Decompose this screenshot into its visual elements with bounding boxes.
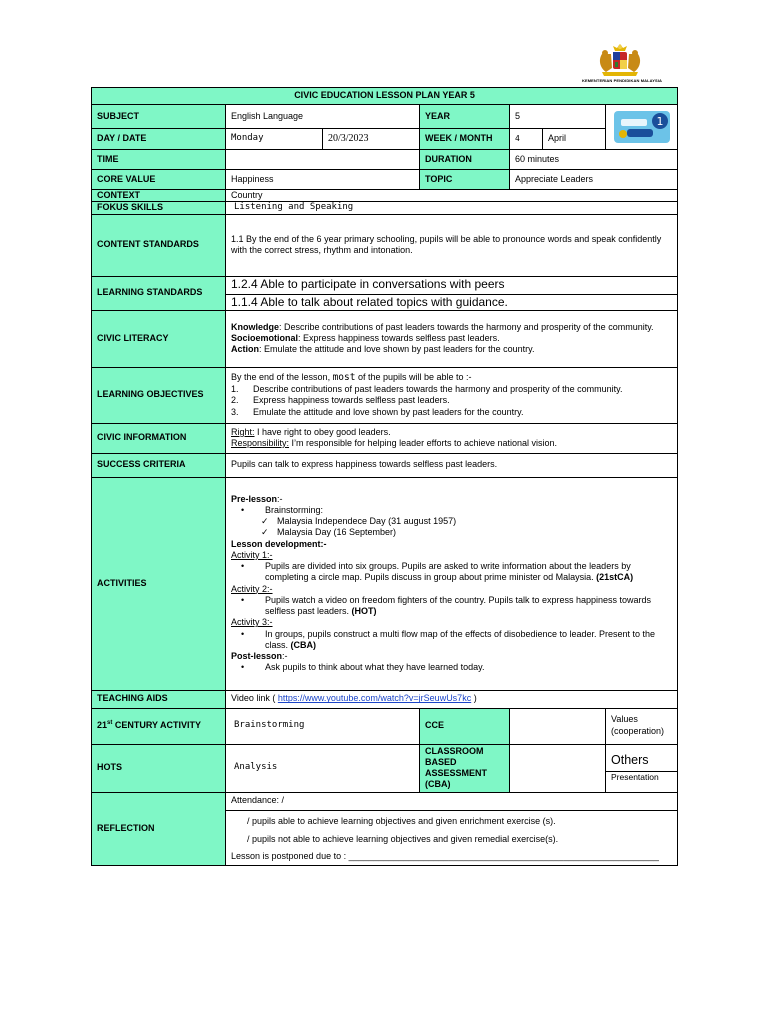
hots-value: Analysis: [226, 744, 420, 792]
context-row: [92, 190, 678, 202]
activities-cell: [226, 477, 678, 690]
success-criteria-label: SUCCESS CRITERIA: [92, 453, 226, 477]
teaching-aids-prefix: Video link (: [231, 693, 278, 704]
day-value: Monday: [226, 129, 323, 150]
core-value-label: CORE VALUE: [92, 170, 226, 190]
activity-1-text: Pupils are divided into six groups. Pupils are asked to write information about the leaders by completing a circle map. Pupils discuss in group about prime minister od Malaysia.: [265, 561, 631, 583]
content-standards-label: CONTENT STANDARDS: [92, 214, 226, 276]
core-value-row: [92, 170, 678, 190]
plan-title: CIVIC EDUCATION LESSON PLAN YEAR 5: [92, 88, 678, 105]
reflection-line-1: / pupils able to achieve learning objectives and given enrichment exercise (s).: [247, 815, 556, 826]
civic-information-row: [92, 423, 678, 453]
reflection-label: REFLECTION: [92, 792, 226, 865]
activities-row: [92, 477, 678, 690]
century-suffix: st: [107, 720, 113, 727]
activity-3-item: [253, 629, 672, 652]
century-text: CENTURY ACTIVITY: [112, 720, 202, 731]
reflection-line-2: / pupils not able to achieve learning objectives and given remedial exercise(s).: [247, 834, 559, 844]
civic-information-label: CIVIC INFORMATION: [92, 423, 226, 453]
objectives-intro: [231, 372, 672, 384]
socioemotional-line: [231, 333, 672, 344]
svg-text:1: 1: [656, 115, 664, 128]
reflection-cell: [226, 792, 678, 865]
learning-standard-2: 1.1.4 Able to talk about related topics with guidance.: [231, 294, 508, 309]
year-value: 5: [510, 105, 606, 129]
duration-label: DURATION: [420, 150, 510, 170]
teaching-aids-suffix: ): [471, 693, 477, 704]
action-label: Action: [231, 344, 259, 355]
attendance-line: Attendance: /: [231, 794, 285, 805]
objectives-intro-a: By the end of the lesson,: [231, 372, 333, 383]
pre-lesson-list: [231, 505, 672, 516]
learning-standards-cell: [226, 276, 678, 310]
cba-sub-value: Presentation: [611, 772, 659, 782]
cba-spacer: [510, 744, 606, 792]
week-month-label: WEEK / MONTH: [420, 129, 510, 150]
teaching-aids-label: TEACHING AIDS: [92, 690, 226, 708]
fokus-row: [92, 202, 678, 214]
objectives-list: [231, 384, 672, 418]
pre-lesson-heading: [231, 494, 672, 505]
century-number: 21: [97, 720, 108, 731]
post-lesson-heading: [231, 651, 672, 662]
year-label: YEAR: [420, 105, 510, 129]
ministry-logo: [566, 42, 678, 88]
success-criteria-row: [92, 453, 678, 477]
content-standards-row: [92, 214, 678, 276]
lesson-plan-table: [91, 87, 678, 866]
objective-text: Emulate the attitude and love shown by past leaders for the country.: [253, 406, 524, 417]
day-row: [92, 129, 678, 150]
topic-value: Appreciate Leaders: [510, 170, 678, 190]
activity-3-tag: (CBA): [290, 639, 317, 650]
responsibility-label: Responsibility:: [231, 438, 290, 448]
learning-standard-1: 1.2.4 Able to participate in conversations with peers: [231, 276, 505, 291]
activity-3-text: In groups, pupils construct a multi flow map of the effects of disobedience to leader. Present to the class.: [265, 628, 656, 650]
post-lesson-list: [231, 662, 672, 673]
civic-literacy-cell: [226, 310, 678, 367]
objectives-intro-hand: most: [332, 372, 356, 384]
objective-number: 2.: [231, 395, 239, 406]
cba-label: CLASSROOM BASED ASSESSMENT (CBA): [420, 744, 510, 792]
reflection-row: [92, 792, 678, 865]
fokus-skills-label: FOKUS SKILLS: [92, 202, 226, 214]
badge-cell: [606, 105, 678, 150]
subject-row: [92, 105, 678, 129]
pre-lesson-label: Pre-lesson: [231, 493, 278, 504]
socioemotional-text: : Express happiness towards selfless past leaders.: [298, 332, 500, 343]
socioemotional-label: Socioemotional: [231, 332, 299, 343]
week-value: 4: [510, 129, 543, 150]
activity-3-list: [231, 629, 672, 652]
activity-2-list: [231, 595, 672, 618]
knowledge-text: : Describe contributions of past leaders towards the harmony and prosperity of the community.: [279, 321, 654, 332]
right-text: I have right to obey good leaders.: [254, 426, 391, 437]
hots-row: [92, 744, 678, 792]
brainstorming-checklist: [231, 516, 672, 539]
topic-label: TOPIC: [420, 170, 510, 190]
success-criteria-text: Pupils can talk to express happiness towards selfless past leaders.: [226, 453, 678, 477]
ministry-name: KEMENTERIAN PENDIDIKAN MALAYSIA: [581, 78, 663, 83]
brainstorming-item: • Brainstorming:: [253, 505, 672, 516]
learning-objectives-label: LEARNING OBJECTIVES: [92, 367, 226, 423]
cba-cell: [606, 744, 678, 792]
civic-literacy-row: [92, 310, 678, 367]
action-text: : Emulate the attitude and love shown by past leaders for the country.: [259, 344, 535, 355]
context-label: CONTEXT: [92, 190, 226, 202]
activity-3-label: Activity 3:-: [231, 617, 273, 628]
right-label: Right:: [231, 426, 255, 437]
activity-1-tag: (21stCA): [596, 572, 634, 583]
title-row: [92, 88, 678, 105]
post-lesson-colon: :-: [282, 651, 288, 661]
learning-objectives-row: [92, 367, 678, 423]
activity-2-item: [253, 595, 672, 618]
pre-lesson-colon: :-: [277, 493, 283, 504]
activity-2-label: Activity 2:-: [231, 583, 273, 594]
date-value: 20/3/2023: [323, 129, 420, 150]
cce-label: CCE: [420, 708, 510, 744]
coat-of-arms-icon: [594, 42, 646, 78]
video-link[interactable]: https://www.youtube.com/watch?v=jrSeuwUs7kc: [277, 693, 472, 704]
objective-text: Express happiness towards selfless past leaders.: [253, 395, 450, 406]
checklist-item: ✓ Malaysia Day (16 September): [277, 527, 672, 538]
context-value: Country: [226, 190, 678, 202]
postponed-line: Lesson is postponed due to : ______________________________________________________________: [231, 851, 659, 862]
content-standard-text: 1.1 By the end of the 6 year primary schooling, pupils will be able to pronounce words and speak confidently with the correct stress, rhythm and intonation.: [226, 214, 678, 276]
lesson-development-label: Lesson development: [231, 538, 321, 549]
post-lesson-label: Post-lesson: [231, 651, 283, 661]
lesson-development-heading: [231, 539, 672, 550]
activity-1-label: Activity 1:-: [231, 549, 273, 560]
civic-information-cell: [226, 423, 678, 453]
teaching-aids-cell: [226, 690, 678, 708]
post-lesson-item: • Ask pupils to think about what they have learned today.: [253, 662, 672, 673]
time-label: TIME: [92, 150, 226, 170]
duration-value: 60 minutes: [510, 150, 678, 170]
objective-text: Describe contributions of past leaders towards the harmony and prosperity of the community.: [253, 384, 623, 395]
english-plus-badge-icon: [613, 110, 671, 144]
activity-1-item: [253, 561, 672, 584]
action-line: [231, 344, 672, 355]
objective-number: 1.: [231, 384, 239, 395]
century-activity-value: Brainstorming: [226, 708, 420, 744]
objective-item: [231, 395, 672, 406]
day-date-label: DAY / DATE: [92, 129, 226, 150]
activity-1-list: [231, 561, 672, 584]
objective-item: [231, 384, 672, 395]
civic-literacy-label: CIVIC LITERACY: [92, 310, 226, 367]
subject-value: English Language: [226, 105, 420, 129]
responsibility-text: I’m responsible for helping leader efforts to achieve national vision.: [289, 438, 558, 448]
cba-value: Others: [611, 753, 649, 768]
knowledge-line: [231, 322, 672, 333]
right-line: [231, 427, 672, 438]
responsibility-line: [231, 438, 672, 449]
learning-objectives-cell: [226, 367, 678, 423]
knowledge-label: Knowledge: [231, 321, 280, 332]
objective-number: 3.: [231, 406, 239, 417]
fokus-skills-value: Listening and Speaking: [226, 202, 678, 214]
century-activity-label: [92, 708, 226, 744]
subject-label: SUBJECT: [92, 105, 226, 129]
objective-item: [231, 407, 672, 418]
teaching-aids-row: [92, 690, 678, 708]
activity-2-text: Pupils watch a video on freedom fighters of the country. Pupils talk to express happiness towards selfless past leaders.: [265, 594, 652, 616]
activities-label: ACTIVITIES: [92, 477, 226, 690]
activity-2-tag: (HOT): [351, 606, 377, 616]
checklist-item: ✓ Malaysia Independece Day (31 august 1957): [277, 516, 672, 527]
cce-spacer: [510, 708, 606, 744]
time-value: [226, 150, 420, 170]
hots-label: HOTS: [92, 744, 226, 792]
core-value-value: Happiness: [226, 170, 420, 190]
time-row: [92, 150, 678, 170]
learning-standards-row: [92, 276, 678, 310]
month-value: April: [543, 129, 606, 150]
objectives-intro-b: of the pupils will be able to :-: [355, 372, 472, 383]
century-row: [92, 708, 678, 744]
lesson-development-colon: :-: [320, 538, 327, 549]
learning-standards-label: LEARNING STANDARDS: [92, 276, 226, 310]
cce-value: Values (cooperation): [606, 708, 678, 744]
